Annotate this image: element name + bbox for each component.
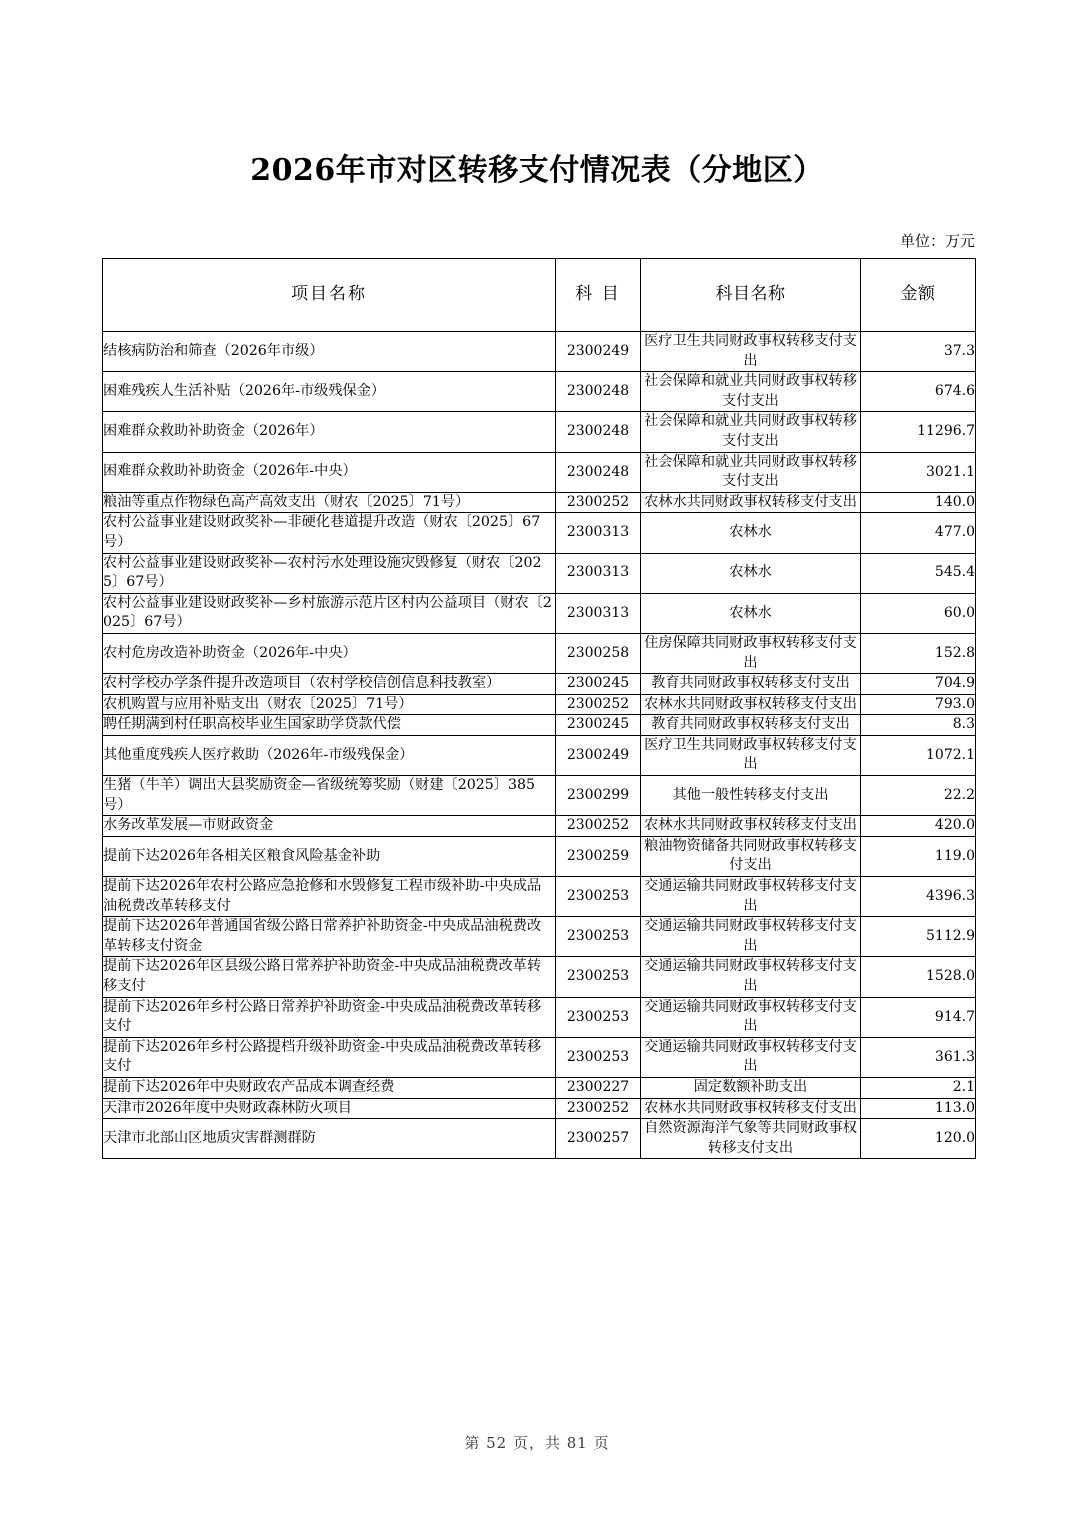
cell-project-name: 提前下达2026年区县级公路日常养护补助资金-中央成品油税费改革转移支付 xyxy=(103,957,556,997)
cell-subject-name: 农林水共同财政事权转移支付支出 xyxy=(641,694,861,715)
cell-amount: 420.0 xyxy=(861,816,976,837)
cell-subject-code: 2300249 xyxy=(556,735,641,775)
column-header-subject-name: 科目名称 xyxy=(641,259,861,332)
cell-subject-code: 2300249 xyxy=(556,332,641,372)
table-row xyxy=(103,372,976,412)
table-row xyxy=(103,836,976,876)
cell-project-name: 提前下达2026年农村公路应急抢修和水毁修复工程市级补助-中央成品油税费改革转移支付 xyxy=(103,877,556,917)
cell-project-name: 农机购置与应用补贴支出（财农〔2025〕71号） xyxy=(103,694,556,715)
table-row xyxy=(103,332,976,372)
table-row xyxy=(103,633,976,673)
cell-amount: 60.0 xyxy=(861,593,976,633)
cell-subject-code: 2300248 xyxy=(556,452,641,492)
cell-subject-code: 2300257 xyxy=(556,1119,641,1159)
table-row xyxy=(103,997,976,1037)
cell-subject-name: 农林水共同财政事权转移支付支出 xyxy=(641,492,861,513)
table-row xyxy=(103,674,976,695)
cell-project-name: 提前下达2026年乡村公路日常养护补助资金-中央成品油税费改革转移支付 xyxy=(103,997,556,1037)
cell-subject-code: 2300313 xyxy=(556,593,641,633)
cell-subject-code: 2300253 xyxy=(556,1037,641,1077)
cell-subject-name: 交通运输共同财政事权转移支付支出 xyxy=(641,917,861,957)
page-footer: 第 52 页，共 81 页 xyxy=(464,1434,610,1452)
cell-subject-name: 社会保障和就业共同财政事权转移支付支出 xyxy=(641,452,861,492)
cell-subject-code: 2300252 xyxy=(556,694,641,715)
transfer-payment-table xyxy=(102,258,976,1159)
cell-subject-code: 2300299 xyxy=(556,776,641,816)
cell-subject-name: 交通运输共同财政事权转移支付支出 xyxy=(641,877,861,917)
cell-amount: 113.0 xyxy=(861,1098,976,1119)
cell-project-name: 农村危房改造补助资金（2026年-中央） xyxy=(103,633,556,673)
table-row xyxy=(103,1119,976,1159)
table-row xyxy=(103,816,976,837)
cell-project-name: 天津市2026年度中央财政森林防火项目 xyxy=(103,1098,556,1119)
cell-project-name: 农村公益事业建设财政奖补—乡村旅游示范片区村内公益项目（财农〔2025〕67号） xyxy=(103,593,556,633)
table-body xyxy=(103,332,976,1159)
column-header-subject-code: 科 目 xyxy=(556,259,641,332)
page-title: 2026年市对区转移支付情况表（分地区） xyxy=(250,153,824,188)
table-row xyxy=(103,412,976,452)
table-row xyxy=(103,694,976,715)
cell-project-name: 粮油等重点作物绿色高产高效支出（财农〔2025〕71号） xyxy=(103,492,556,513)
cell-subject-code: 2300248 xyxy=(556,372,641,412)
cell-amount: 37.3 xyxy=(861,332,976,372)
cell-subject-code: 2300245 xyxy=(556,715,641,736)
cell-subject-name: 住房保障共同财政事权转移支付支出 xyxy=(641,633,861,673)
table-row xyxy=(103,957,976,997)
cell-subject-code: 2300252 xyxy=(556,492,641,513)
table-row xyxy=(103,917,976,957)
cell-subject-name: 自然资源海洋气象等共同财政事权转移支付支出 xyxy=(641,1119,861,1159)
cell-amount: 1072.1 xyxy=(861,735,976,775)
table-header-row xyxy=(103,259,976,332)
cell-subject-name: 医疗卫生共同财政事权转移支付支出 xyxy=(641,735,861,775)
cell-subject-name: 医疗卫生共同财政事权转移支付支出 xyxy=(641,332,861,372)
cell-amount: 674.6 xyxy=(861,372,976,412)
cell-project-name: 困难群众救助补助资金（2026年-中央） xyxy=(103,452,556,492)
cell-subject-name: 农林水共同财政事权转移支付支出 xyxy=(641,1098,861,1119)
cell-subject-name: 交通运输共同财政事权转移支付支出 xyxy=(641,997,861,1037)
table-row xyxy=(103,593,976,633)
cell-subject-code: 2300253 xyxy=(556,877,641,917)
cell-project-name: 困难群众救助补助资金（2026年） xyxy=(103,412,556,452)
cell-subject-code: 2300259 xyxy=(556,836,641,876)
cell-project-name: 其他重度残疾人医疗救助（2026年-市级残保金） xyxy=(103,735,556,775)
cell-subject-name: 交通运输共同财政事权转移支付支出 xyxy=(641,957,861,997)
table-row xyxy=(103,1098,976,1119)
cell-project-name: 提前下达2026年普通国省级公路日常养护补助资金-中央成品油税费改革转移支付资金 xyxy=(103,917,556,957)
cell-amount: 119.0 xyxy=(861,836,976,876)
cell-amount: 1528.0 xyxy=(861,957,976,997)
column-header-project-name: 项目名称 xyxy=(103,259,556,332)
cell-subject-name: 教育共同财政事权转移支付支出 xyxy=(641,715,861,736)
table-row xyxy=(103,877,976,917)
cell-amount: 477.0 xyxy=(861,513,976,553)
cell-subject-code: 2300313 xyxy=(556,513,641,553)
cell-project-name: 水务改革发展—市财政资金 xyxy=(103,816,556,837)
cell-subject-name: 农林水 xyxy=(641,593,861,633)
cell-project-name: 农村公益事业建设财政奖补—非硬化巷道提升改造（财农〔2025〕67号） xyxy=(103,513,556,553)
cell-subject-code: 2300248 xyxy=(556,412,641,452)
unit-label: 单位：万元 xyxy=(899,232,975,250)
cell-subject-code: 2300253 xyxy=(556,917,641,957)
cell-amount: 152.8 xyxy=(861,633,976,673)
cell-subject-code: 2300252 xyxy=(556,1098,641,1119)
table-row xyxy=(103,776,976,816)
cell-project-name: 天津市北部山区地质灾害群测群防 xyxy=(103,1119,556,1159)
cell-subject-code: 2300253 xyxy=(556,997,641,1037)
cell-project-name: 提前下达2026年各相关区粮食风险基金补助 xyxy=(103,836,556,876)
cell-project-name: 结核病防治和筛查（2026年市级） xyxy=(103,332,556,372)
cell-subject-name: 社会保障和就业共同财政事权转移支付支出 xyxy=(641,372,861,412)
cell-amount: 5112.9 xyxy=(861,917,976,957)
cell-amount: 8.3 xyxy=(861,715,976,736)
cell-subject-name: 教育共同财政事权转移支付支出 xyxy=(641,674,861,695)
cell-project-name: 聘任期满到村任职高校毕业生国家助学贷款代偿 xyxy=(103,715,556,736)
cell-amount: 120.0 xyxy=(861,1119,976,1159)
cell-amount: 704.9 xyxy=(861,674,976,695)
cell-amount: 22.2 xyxy=(861,776,976,816)
table-row xyxy=(103,735,976,775)
table-row xyxy=(103,513,976,553)
cell-amount: 2.1 xyxy=(861,1077,976,1098)
cell-subject-code: 2300253 xyxy=(556,957,641,997)
cell-subject-name: 粮油物资储备共同财政事权转移支付支出 xyxy=(641,836,861,876)
cell-subject-code: 2300252 xyxy=(556,816,641,837)
table-row xyxy=(103,492,976,513)
cell-amount: 793.0 xyxy=(861,694,976,715)
cell-project-name: 生猪（牛羊）调出大县奖励资金—省级统筹奖励（财建〔2025〕385号） xyxy=(103,776,556,816)
cell-subject-name: 农林水共同财政事权转移支付支出 xyxy=(641,816,861,837)
cell-project-name: 提前下达2026年中央财政农产品成本调查经费 xyxy=(103,1077,556,1098)
column-header-amount: 金额 xyxy=(861,259,976,332)
cell-subject-name: 固定数额补助支出 xyxy=(641,1077,861,1098)
cell-subject-code: 2300313 xyxy=(556,553,641,593)
table-row xyxy=(103,452,976,492)
cell-amount: 914.7 xyxy=(861,997,976,1037)
table-row xyxy=(103,553,976,593)
cell-amount: 361.3 xyxy=(861,1037,976,1077)
cell-subject-name: 其他一般性转移支付支出 xyxy=(641,776,861,816)
table-row xyxy=(103,715,976,736)
cell-project-name: 农村学校办学条件提升改造项目（农村学校信创信息科技教室） xyxy=(103,674,556,695)
cell-amount: 3021.1 xyxy=(861,452,976,492)
cell-subject-code: 2300227 xyxy=(556,1077,641,1098)
cell-project-name: 困难残疾人生活补贴（2026年-市级残保金） xyxy=(103,372,556,412)
cell-amount: 4396.3 xyxy=(861,877,976,917)
cell-subject-name: 农林水 xyxy=(641,513,861,553)
cell-subject-name: 社会保障和就业共同财政事权转移支付支出 xyxy=(641,412,861,452)
cell-amount: 140.0 xyxy=(861,492,976,513)
cell-subject-code: 2300258 xyxy=(556,633,641,673)
cell-subject-code: 2300245 xyxy=(556,674,641,695)
table-row xyxy=(103,1077,976,1098)
cell-subject-name: 农林水 xyxy=(641,553,861,593)
cell-project-name: 农村公益事业建设财政奖补—农村污水处理设施灾毁修复（财农〔2025〕67号） xyxy=(103,553,556,593)
cell-amount: 11296.7 xyxy=(861,412,976,452)
cell-subject-name: 交通运输共同财政事权转移支付支出 xyxy=(641,1037,861,1077)
cell-amount: 545.4 xyxy=(861,553,976,593)
table-row xyxy=(103,1037,976,1077)
cell-project-name: 提前下达2026年乡村公路提档升级补助资金-中央成品油税费改革转移支付 xyxy=(103,1037,556,1077)
